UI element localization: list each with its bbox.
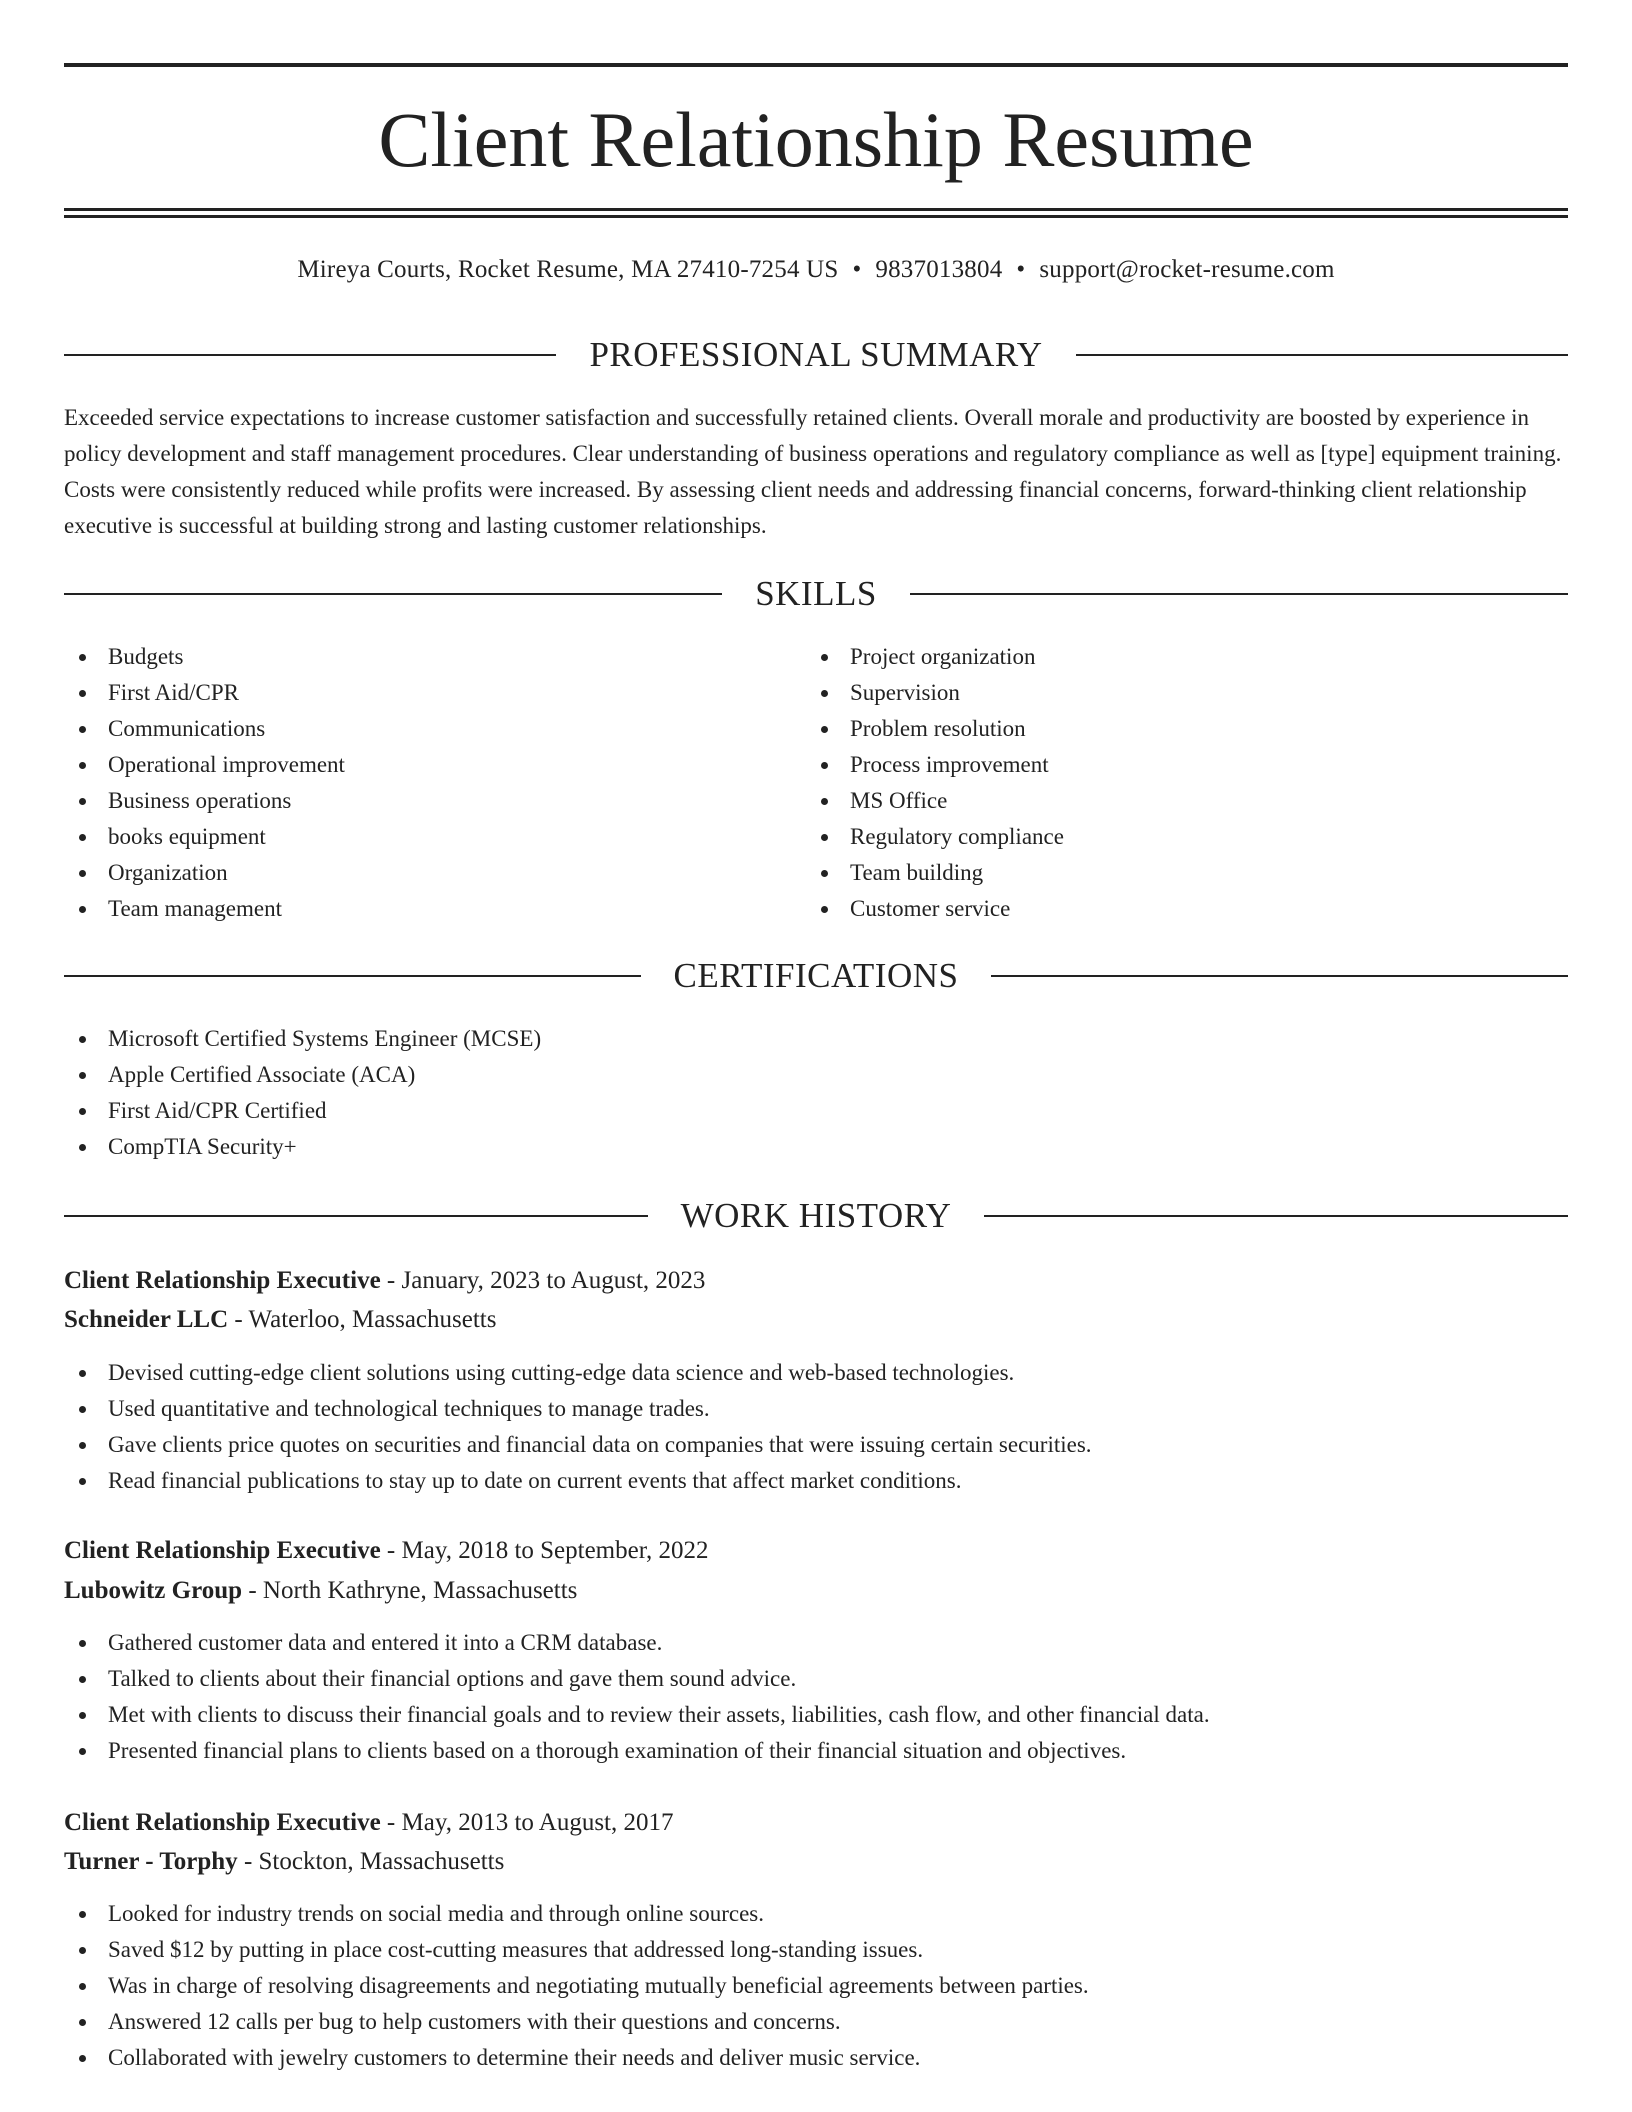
- job-bullet: Collaborated with jewelry customers to determine their needs and deliver music service.: [64, 2040, 1089, 2076]
- top-rule: [64, 63, 1568, 67]
- skill-item: Problem resolution: [806, 711, 1064, 747]
- job-bullet: Talked to clients about their financial options and gave them sound advice.: [64, 1661, 1210, 1697]
- job-title-line: [64, 1532, 1568, 1570]
- skill-item: First Aid/CPR: [64, 675, 345, 711]
- skill-item: books equipment: [64, 819, 345, 855]
- section-rule: [984, 1215, 1568, 1217]
- job-bullet: Gave clients price quotes on securities and financial data on companies that were issuing certain securities.: [64, 1427, 1092, 1463]
- job-bullet: Looked for industry trends on social media and through online sources.: [64, 1896, 1089, 1932]
- certification-item: CompTIA Security+: [64, 1129, 541, 1165]
- section-header-skills: [64, 572, 1568, 616]
- title-rule-upper: [64, 208, 1568, 211]
- job-bullet: Used quantitative and technological techniques to manage trades.: [64, 1391, 1092, 1427]
- contact-address: Mireya Courts, Rocket Resume, MA 27410-7254 US: [297, 256, 839, 283]
- skills-list-left: [64, 639, 345, 927]
- job-bullet: Read financial publications to stay up to date on current events that affect market conditions.: [64, 1463, 1092, 1499]
- certifications-list: [64, 1021, 541, 1165]
- job-company: Schneider LLC: [64, 1306, 229, 1333]
- job-location: - Stockton, Massachusetts: [237, 1848, 505, 1875]
- job-company-line: [64, 1572, 1568, 1610]
- job-company: Lubowitz Group: [64, 1577, 243, 1604]
- contact-phone: 9837013804: [875, 256, 1003, 283]
- job-bullet: Presented financial plans to clients based on a thorough examination of their financial situation and objectives.: [64, 1733, 1210, 1769]
- job-title: Client Relationship Executive: [64, 1537, 381, 1564]
- skill-item: Team management: [64, 891, 345, 927]
- job-bullet: Was in charge of resolving disagreements and negotiating mutually beneficial agreements between parties.: [64, 1968, 1089, 2004]
- section-rule: [64, 593, 722, 595]
- contact-separator: •: [1016, 256, 1026, 283]
- title-rule-lower: [64, 215, 1568, 218]
- section-rule: [64, 975, 641, 977]
- section-rule: [64, 1215, 648, 1217]
- section-rule: [910, 593, 1568, 595]
- skill-item: Customer service: [806, 891, 1064, 927]
- job-bullets: [64, 1355, 1092, 1499]
- skill-item: Operational improvement: [64, 747, 345, 783]
- summary-text: Exceeded service expectations to increase customer satisfaction and successfully retained clients. Overall morale and productivity are boosted by experience in policy development and staff management procedures. Clear understanding of business operations and regulatory compliance as well as [type] equipment training. Costs were consistently reduced while profits were increased. By assessing client needs and addressing financial concerns, forward-thinking client relationship executive is successful at building strong and lasting customer relationships.: [64, 405, 1562, 538]
- skill-item: Process improvement: [806, 747, 1064, 783]
- section-rule: [64, 354, 556, 356]
- section-header-work: [64, 1194, 1568, 1238]
- section-title: CERTIFICATIONS: [673, 956, 959, 995]
- certification-item: Apple Certified Associate (ACA): [64, 1057, 541, 1093]
- skill-item: Communications: [64, 711, 345, 747]
- job-bullet: Saved $12 by putting in place cost-cutting measures that addressed long-standing issues.: [64, 1932, 1089, 1968]
- job-bullet: Devised cutting-edge client solutions using cutting-edge data science and web-based technologies.: [64, 1355, 1092, 1391]
- skill-item: Supervision: [806, 675, 1064, 711]
- job-bullets: [64, 1625, 1210, 1769]
- job-dates: - May, 2018 to September, 2022: [380, 1537, 709, 1564]
- job-title: Client Relationship Executive: [64, 1267, 381, 1294]
- job-dates: - January, 2023 to August, 2023: [380, 1267, 706, 1294]
- section-title: SKILLS: [755, 574, 877, 613]
- skill-item: Budgets: [64, 639, 345, 675]
- job-bullet: Gathered customer data and entered it into a CRM database.: [64, 1625, 1210, 1661]
- skill-item: MS Office: [806, 783, 1064, 819]
- job-company-line: [64, 1301, 1568, 1339]
- job-bullets: [64, 1896, 1089, 2076]
- section-header-summary: [64, 333, 1568, 377]
- job-bullet: Met with clients to discuss their financial goals and to review their assets, liabilities, cash flow, and other financial data.: [64, 1697, 1210, 1733]
- skill-item: Organization: [64, 855, 345, 891]
- job-bullet: Answered 12 calls per bug to help customers with their questions and concerns.: [64, 2004, 1089, 2040]
- contact-info: [64, 253, 1568, 287]
- skill-item: Project organization: [806, 639, 1064, 675]
- section-rule: [1076, 354, 1568, 356]
- skill-item: Team building: [806, 855, 1064, 891]
- section-rule: [991, 975, 1568, 977]
- job-title: Client Relationship Executive: [64, 1809, 381, 1836]
- contact-email: support@rocket-resume.com: [1039, 256, 1335, 283]
- job-location: - North Kathryne, Massachusetts: [242, 1577, 578, 1604]
- section-title: PROFESSIONAL SUMMARY: [589, 335, 1043, 374]
- certification-item: Microsoft Certified Systems Engineer (MCSE): [64, 1021, 541, 1057]
- certification-item: First Aid/CPR Certified: [64, 1093, 541, 1129]
- skills-list-right: [806, 639, 1064, 927]
- page-title: Client Relationship Resume: [378, 96, 1254, 183]
- section-header-certifications: [64, 954, 1568, 998]
- job-company-line: [64, 1843, 1568, 1881]
- skill-item: Business operations: [64, 783, 345, 819]
- job-title-line: [64, 1804, 1568, 1842]
- job-dates: - May, 2013 to August, 2017: [380, 1809, 674, 1836]
- section-title: WORK HISTORY: [680, 1196, 952, 1235]
- job-title-line: [64, 1262, 1568, 1300]
- job-location: - Waterloo, Massachusetts: [228, 1306, 497, 1333]
- contact-separator: •: [852, 256, 862, 283]
- job-company: Turner - Torphy: [64, 1848, 238, 1875]
- skill-item: Regulatory compliance: [806, 819, 1064, 855]
